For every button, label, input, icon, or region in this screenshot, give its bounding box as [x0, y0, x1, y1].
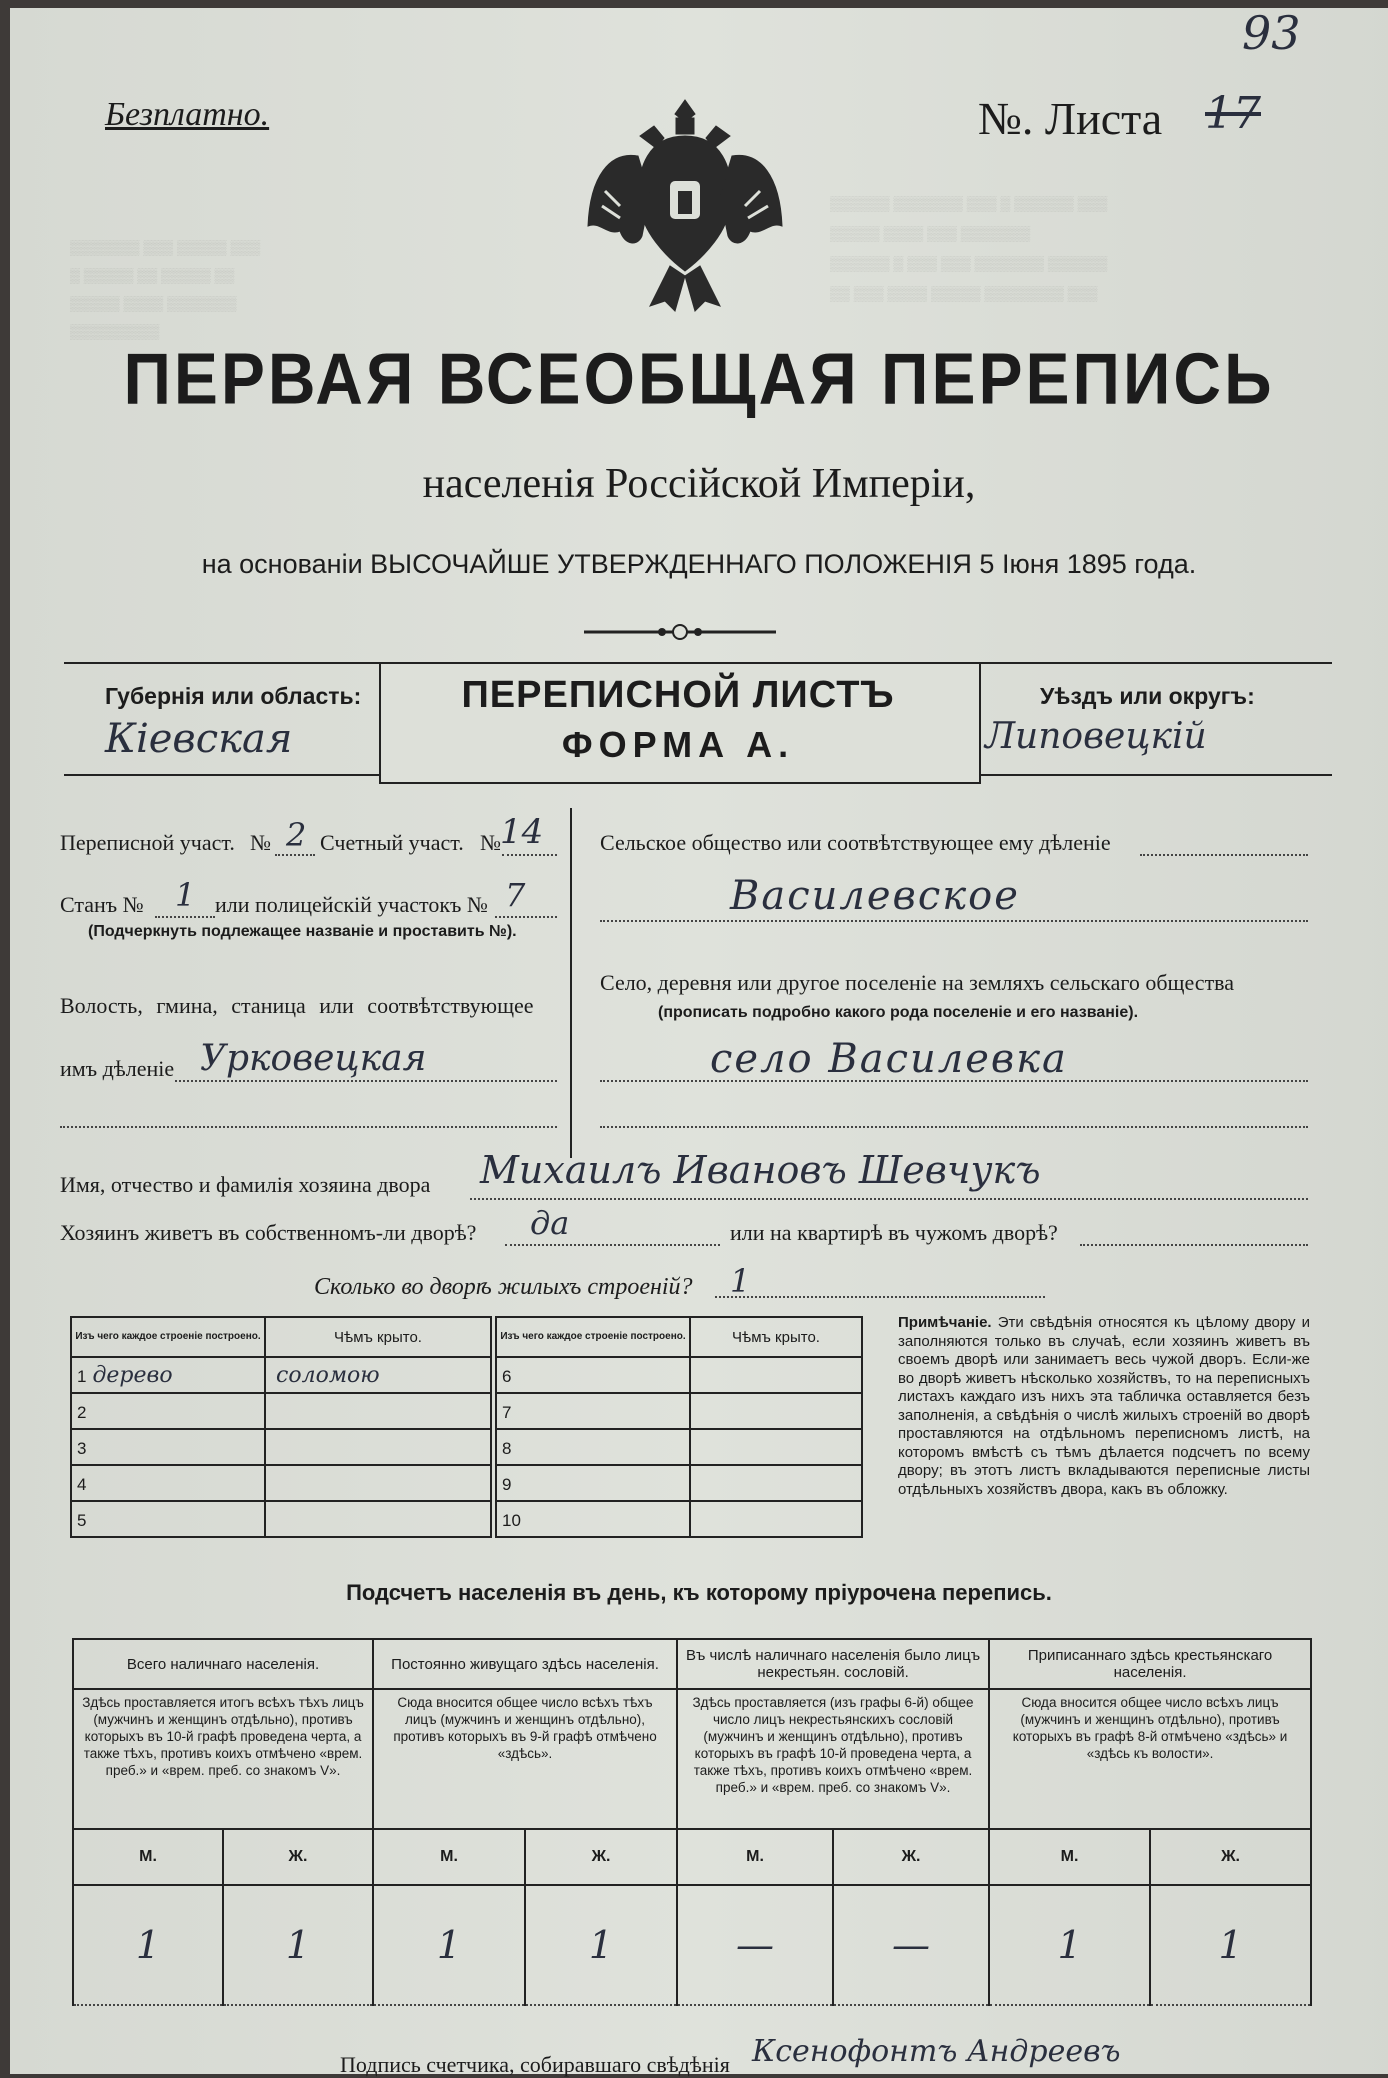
- building-roof: [690, 1465, 862, 1501]
- uezd-label: Уѣздъ или округъ:: [1040, 683, 1255, 709]
- male-count: 1: [73, 1885, 223, 2005]
- male-count: 1: [989, 1885, 1150, 2005]
- society-line-a: [1140, 854, 1308, 856]
- male-label: М.: [73, 1829, 223, 1885]
- building-roof: соломою: [265, 1357, 491, 1393]
- building-roof: [690, 1429, 862, 1465]
- count-table: [72, 1638, 1312, 2006]
- page-stamp: 93: [1242, 6, 1301, 60]
- uchastok-line: [275, 854, 315, 856]
- building-row: [496, 1429, 862, 1465]
- count-column-header: Всего наличнаго населенія.: [73, 1639, 373, 1689]
- count-column-description: Сюда вносится общее число всѣхъ тѣхъ лицъ (мужчинъ и женщинъ отдѣльно), противъ которыхъ въ 9-й графѣ отмѣчено «здѣсь».: [373, 1689, 677, 1829]
- building-roof: [690, 1501, 862, 1537]
- note-block: [898, 1314, 1310, 1499]
- bleed-through-text: ▒▒▒▒▒▒ ▒▒▒▒▒▒▒ ▒▒▒ ▒ ▒▒▒▒▒▒ ▒▒▒ ▒▒▒▒▒ ▒▒▒▒ ▒▒▒ ▒▒▒▒▒▒▒ ▒▒▒▒▒▒ ▒ ▒▒▒ ▒▒▒ ▒▒▒▒▒▒▒ ▒▒▒▒▒▒ ▒▒ ▒▒▒ ▒▒▒▒ ▒▒▒▒▒ ▒▒▒▒▒▒▒▒ ▒▒▒: [830, 195, 1108, 301]
- male-label: М.: [373, 1829, 525, 1885]
- uchastok-value: 2: [286, 816, 307, 854]
- owner-label: Имя, отчество и фамилія хозяина двора: [60, 1172, 431, 1197]
- village-line-2: [600, 1126, 1308, 1128]
- female-count: 1: [1150, 1885, 1311, 2005]
- schet-label: Счетный участ.: [320, 830, 464, 855]
- building-roof: [265, 1429, 491, 1465]
- society-value: Василевское: [730, 873, 1020, 919]
- building-row: [71, 1465, 491, 1501]
- guberniya-value: Кіевская: [105, 716, 293, 762]
- owner-value: Михаилъ Ивановъ Шевчукъ: [480, 1148, 1041, 1192]
- row-number: 10: [502, 1510, 521, 1530]
- row-number: 4: [77, 1474, 87, 1494]
- ornament-divider: [582, 621, 778, 643]
- signature-value: Ксенофонтъ Андреевъ: [752, 2034, 1121, 2069]
- count-column-description: Здѣсь проставляется (изъ графы 6-й) общее число лицъ некрестьянскихъ сословій (мужчинъ и женщинъ отдѣльно), противъ которыхъ въ графѣ 10-й проведена черта, а также тѣхъ, противъ коихъ отмѣчено «врем. преб.» и «врем. преб. со знакомъ V».: [677, 1689, 989, 1829]
- row-number: 3: [77, 1438, 87, 1458]
- buildings-table-right: [495, 1316, 863, 1538]
- bleed-through-text-2: ▒▒▒▒▒▒▒ ▒▒▒ ▒▒▒▒▒ ▒▒▒ ▒ ▒▒▒▒▒ ▒▒ ▒▒▒▒▒ ▒▒ ▒▒▒▒▒ ▒▒▒▒ ▒▒▒▒▒▒▒ ▒▒▒▒▒▒▒▒▒: [70, 239, 261, 339]
- stan-line: [155, 916, 215, 918]
- building-roof: [265, 1501, 491, 1537]
- building-material-cell: [71, 1501, 265, 1537]
- stan-label: Станъ №: [60, 892, 144, 917]
- schet-value: 14: [500, 812, 544, 852]
- volost-line: [175, 1080, 557, 1082]
- buildings-value: 1: [730, 1262, 751, 1300]
- census-form-page: [10, 6, 1388, 2077]
- building-material-cell: [496, 1465, 690, 1501]
- male-label: М.: [989, 1829, 1150, 1885]
- guberniya-label: Губернія или область:: [105, 683, 362, 709]
- police-value: 7: [505, 876, 526, 914]
- rent-line: [1080, 1244, 1308, 1246]
- building-row: [71, 1357, 491, 1393]
- uchastok-no: №: [250, 830, 271, 855]
- uezd-value: Липовецкій: [985, 716, 1207, 757]
- owner-line: [470, 1198, 1308, 1200]
- count-column-header: Приписаннаго здѣсь крестьянскаго населенія.: [989, 1639, 1311, 1689]
- own-yard-label: Хозяинъ живетъ въ собственномъ-ли дворѣ?: [60, 1220, 477, 1245]
- form-title: ПЕРЕПИСНОЙ ЛИСТЪ: [461, 674, 895, 716]
- uchastok-label: Переписной участ.: [60, 830, 235, 855]
- schet-no: №: [480, 830, 501, 855]
- building-material-cell: [71, 1465, 265, 1501]
- building-material-cell: [496, 1393, 690, 1429]
- building-material: дерево: [92, 1362, 173, 1388]
- sheet-number-value: 17: [1205, 88, 1261, 139]
- building-material-cell: [496, 1501, 690, 1537]
- police-label: или полицейскій участокъ №: [215, 892, 488, 917]
- society-line: [600, 920, 1308, 922]
- female-count: 1: [525, 1885, 677, 2005]
- own-yard-line: [505, 1244, 720, 1246]
- female-count: 1: [223, 1885, 373, 2005]
- stan-value: 1: [175, 876, 196, 914]
- sheet-number-label: №. Листа: [978, 93, 1163, 144]
- stan-note: (Подчеркнуть подлежащее названіе и проставить №).: [88, 923, 517, 940]
- col-material-header: Изъ чего каждое строеніе построено.: [496, 1317, 690, 1357]
- society-label: Сельское общество или соотвѣтствующее ему дѣленіе: [600, 830, 1111, 855]
- police-line: [495, 916, 557, 918]
- row-number: 8: [502, 1438, 512, 1458]
- schet-line: [502, 854, 557, 856]
- buildings-label: Сколько во дворѣ жилыхъ строеній?: [314, 1274, 693, 1300]
- volost-line-2: [60, 1126, 557, 1128]
- building-material-cell: [496, 1429, 690, 1465]
- row-number: 5: [77, 1510, 87, 1530]
- row-number: 1: [77, 1366, 87, 1386]
- building-material-cell: [496, 1357, 690, 1393]
- building-roof: [690, 1357, 862, 1393]
- own-yard-value: да: [530, 1204, 570, 1242]
- female-label: Ж.: [223, 1829, 373, 1885]
- building-row: [496, 1393, 862, 1429]
- main-title: ПЕРВАЯ ВСЕОБЩАЯ ПЕРЕПИСЬ: [123, 337, 1275, 419]
- column-separator: [570, 808, 572, 1158]
- building-roof: [265, 1393, 491, 1429]
- female-label: Ж.: [833, 1829, 989, 1885]
- village-note: (прописать подробно какого рода поселеніе и его названіе).: [658, 1004, 1139, 1021]
- count-column-header: Въ числѣ наличнаго населенія было лицъ некрестьян. сословій.: [677, 1639, 989, 1689]
- building-row: [496, 1357, 862, 1393]
- volost-label-2: имъ дѣленіе: [60, 1056, 175, 1081]
- female-label: Ж.: [525, 1829, 677, 1885]
- subtitle: населенія Россійской Имперіи,: [422, 461, 976, 507]
- col-material-header: Изъ чего каждое строеніе построено.: [71, 1317, 265, 1357]
- row-number: 9: [502, 1474, 512, 1494]
- building-row: [71, 1501, 491, 1537]
- village-line: [600, 1080, 1308, 1082]
- male-count: —: [677, 1885, 833, 2005]
- count-section-title: Подсчетъ населенія въ день, къ которому пріурочена перепись.: [346, 1580, 1052, 1605]
- village-label: Село, деревня или другое поселеніе на земляхъ сельскаго общества: [600, 970, 1235, 995]
- note-title: Примѣчаніе.: [898, 1314, 992, 1331]
- signature-label: Подпись счетчика, собиравшаго свѣдѣнія: [340, 2052, 730, 2077]
- col-roof-header: Чѣмъ крыто.: [265, 1317, 491, 1357]
- building-material-cell: [71, 1357, 265, 1393]
- female-count: —: [833, 1885, 989, 2005]
- building-row: [71, 1393, 491, 1429]
- volost-value: Урковецкая: [200, 1038, 427, 1079]
- row-number: 2: [77, 1402, 87, 1422]
- row-number: 6: [502, 1366, 512, 1386]
- count-column-description: Сюда вносится общее число всѣхъ лицъ (мужчинъ и женщинъ отдѣльно), противъ которыхъ въ графѣ 8-й отмѣчено «здѣсь» и «здѣсь къ волости».: [989, 1689, 1311, 1829]
- building-row: [71, 1429, 491, 1465]
- buildings-table-left: [70, 1316, 492, 1538]
- male-label: М.: [677, 1829, 833, 1885]
- building-material-cell: [71, 1429, 265, 1465]
- volost-label: Волость, гмина, станица или соотвѣтствующее: [60, 993, 534, 1018]
- village-value: село Василевка: [710, 1036, 1068, 1082]
- buildings-line: [715, 1296, 1045, 1298]
- count-column-description: Здѣсь проставляется итогъ всѣхъ тѣхъ лицъ (мужчинъ и женщинъ отдѣльно), противъ которыхъ въ 10-й графѣ проведена черта, а также тѣхъ, противъ коихъ отмѣчено «врем. преб.» и «врем. преб. со знакомъ V».: [73, 1689, 373, 1829]
- building-row: [496, 1501, 862, 1537]
- col-roof-header: Чѣмъ крыто.: [690, 1317, 862, 1357]
- legal-basis: на основаніи ВЫСОЧАЙШЕ УТВЕРЖДЕННАГО ПОЛОЖЕНІЯ 5 Іюня 1895 года.: [201, 549, 1197, 579]
- rent-label: или на квартирѣ въ чужомъ дворѣ?: [730, 1220, 1058, 1245]
- form-subtitle: ФОРМА А.: [561, 724, 795, 765]
- row-number: 7: [502, 1402, 512, 1422]
- note-text: Эти свѣдѣнія относятся къ цѣлому двору и заполняются только въ случаѣ, если хозяинъ живетъ въ своемъ дворѣ или занимаетъ весь чужой дворъ. Если-же во дворѣ живетъ нѣсколько хозяйствъ, то на переписныхъ листахъ каждаго изъ нихъ эта табличка оставляется безъ заполненія, а свѣдѣнія о числѣ жилыхъ строеній во дворѣ проставляются на отдѣльномъ переписномъ листѣ, на которомъ вмѣстѣ съ тѣмъ дѣлается подсчетъ по всему двору; въ этотъ листъ вкладываются переписные листы отдѣльныхъ хозяйствъ двора, какъ въ обложку.: [898, 1314, 1311, 1498]
- imperial-eagle-icon: [580, 96, 790, 316]
- building-roof: [265, 1465, 491, 1501]
- count-column-header: Постоянно живущаго здѣсь населенія.: [373, 1639, 677, 1689]
- female-label: Ж.: [1150, 1829, 1311, 1885]
- building-roof: [690, 1393, 862, 1429]
- building-row: [496, 1465, 862, 1501]
- free-label: Безплатно.: [105, 96, 270, 133]
- building-material-cell: [71, 1393, 265, 1429]
- male-count: 1: [373, 1885, 525, 2005]
